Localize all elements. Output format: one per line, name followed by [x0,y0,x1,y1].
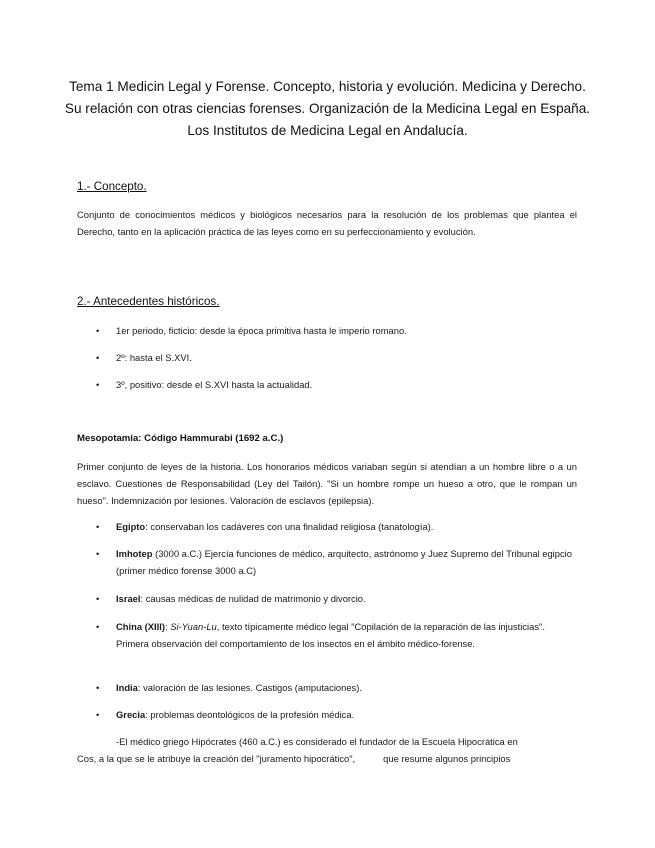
list-item: 3º, positivo: desde el S.XVI hasta la actualidad. [116,379,313,390]
civilization-text-title: Si-Yuan-Lu [170,621,217,632]
list-item: 1er periodo, ficticio: desde la época primitiva hasta le imperio romano. [116,325,407,336]
list-item [116,590,578,607]
list-item [116,679,578,696]
concepto-paragraph: Conjunto de conocimientos médicos y biológicos necesarios para la resolución de los problemas que plantea el Derecho, tanto en la aplicación práctica de las leyes como en su perfeccionamiento y evolución. [77,209,577,238]
separator: : [164,621,171,632]
list-item [116,518,578,535]
civilization-name: China (XIII) [116,621,165,632]
mesopotamia-paragraph: Primer conjunto de leyes de la historia. Los honorarios médicos variaban según si atendían a un hombre libre o a un esclavo. Cuestiones de Responsabilidad (Ley del Tailón). "Si un hombre rompe un hueso a otro, que le rompan un hueso". Indemnización por lesiones. Valoración de esclavos (epilepsia). [77,461,577,507]
civilization-description: valoración de las lesiones. Castigos (amputaciones). [143,682,362,693]
greece-note-part-b: que resume algunos principios [383,753,511,764]
civilization-name: Imhotep [116,548,153,559]
bullet-icon: • [96,548,100,559]
mesopotamia-heading: Mesopotamia: Código Hammurabi (1692 a.C.) [77,433,284,444]
greece-note-part-a: Cos, a la que se le atribuye la creación del "juramento hipocrático", [77,753,356,764]
bullet-icon: • [96,593,100,604]
separator: : [145,709,151,720]
list-item [116,545,578,579]
civilization-name: Israel [116,593,141,604]
page-title: Tema 1 Medicin Legal y Forense. Concepto, historia y evolución. Medicina y Derecho. Su relación con otras ciencias forenses. Organización de la Medicina Legal en España. Los Institutos de Medicina Legal en Andalucía. [64,79,591,138]
greece-note-line-2 [77,750,577,767]
civilization-name: Grecia [116,709,146,720]
civilization-description: , texto típicamente médico legal "Copilación de la reparación de las injusticias". Primera observación del comportamiento de los insectos en el ámbito médico-forense. [116,621,545,650]
civilization-description: problemas deontológicos de la profesión médica. [150,709,355,720]
civilization-name: India [116,682,138,693]
bullet-icon: • [96,709,100,720]
greece-note-line-1: -El médico griego Hipócrates (460 a.C.) es considerado el fundador de la Escuela Hipocrática en [116,736,518,747]
civilization-description: causas médicas de nulidad de matrimonio y divorcio. [145,593,366,604]
section-heading-antecedentes: 2.- Antecedentes históricos. [77,295,220,308]
bullet-icon: • [96,352,100,363]
bullet-icon: • [96,521,100,532]
civilization-name: Egipto [116,521,146,532]
bullet-icon: • [96,621,100,632]
separator: : [140,593,146,604]
list-item [116,618,578,652]
civilization-description: conservaban los cadáveres con una finalidad religiosa (tanatología). [150,521,434,532]
bullet-icon: • [96,682,100,693]
separator: : [137,682,144,693]
list-item: 2º: hasta el S.XVI. [116,352,192,363]
bullet-icon: • [96,325,100,336]
bullet-icon: • [96,379,100,390]
separator: : [145,521,151,532]
list-item [116,706,578,723]
section-heading-concepto: 1.- Concepto. [77,180,147,193]
civilization-description: (3000 a.C.) Ejercía funciones de médico, arquitecto, astrónomo y Juez Supremo del Tribunal egipcio (primer médico forense 3000 a.C) [116,548,572,577]
